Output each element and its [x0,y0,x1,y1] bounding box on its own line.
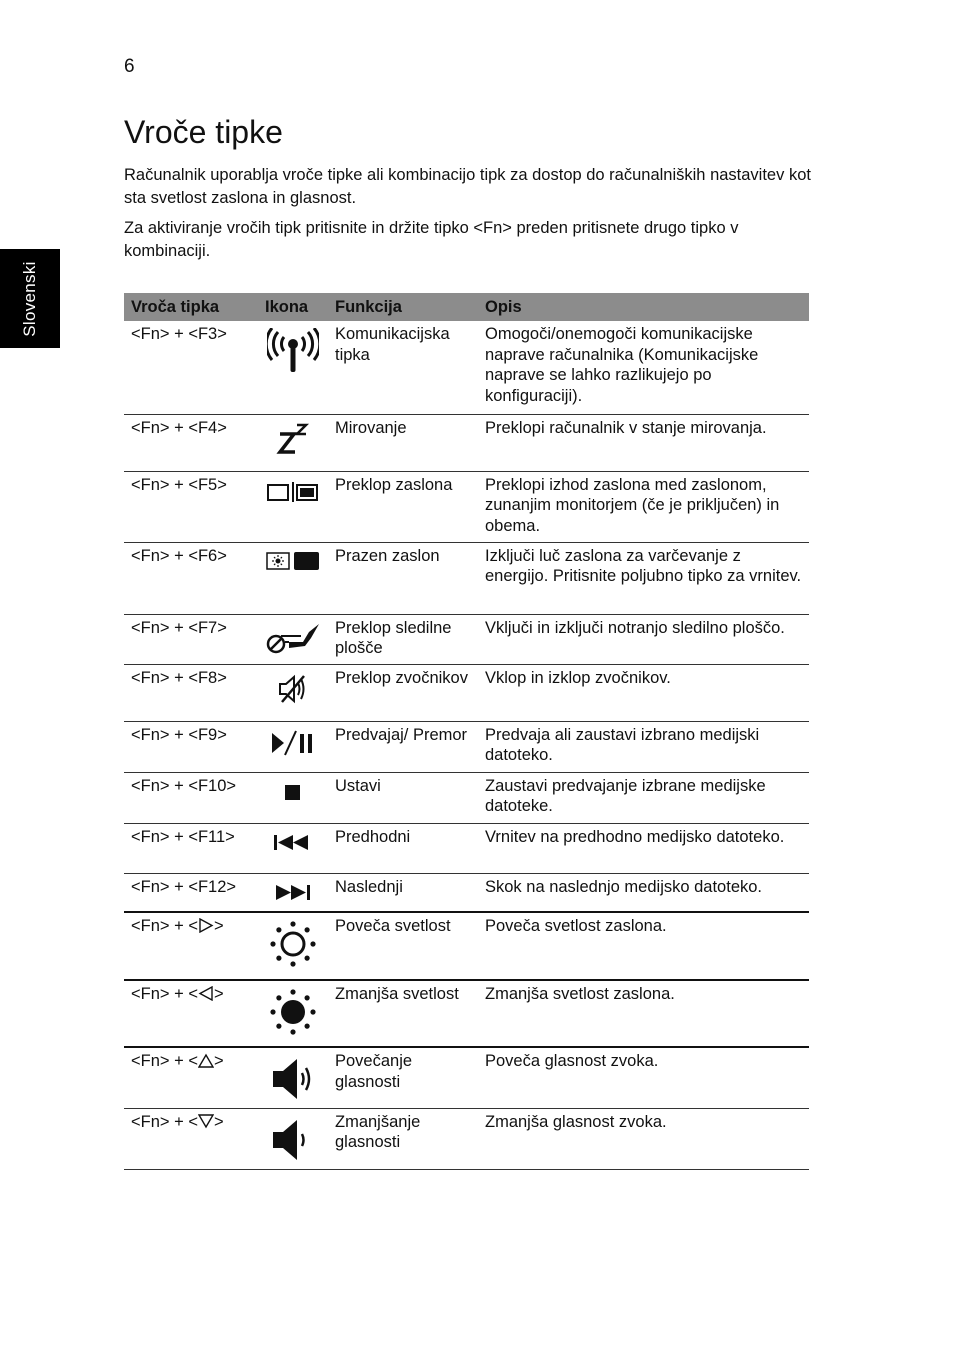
hotkey-cell: <Fn> + <F6> [124,542,258,614]
function-cell: Mirovanje [328,414,478,471]
volume-down-icon [269,1116,317,1164]
hotkey-suffix: > [213,1052,224,1070]
function-cell: Poveča svetlost [328,912,478,980]
hotkey-suffix: > [213,1112,224,1131]
header-description: Opis [478,293,809,321]
function-cell: Preklop zvočnikov [328,664,478,721]
hotkey-cell: <Fn> + <F5> [124,471,258,542]
hotkey-prefix: <Fn> + < [131,917,198,935]
function-cell: Preklop sledilne plošče [328,614,478,664]
table-header-row [124,293,809,321]
table-row [124,980,809,1047]
table-row [124,1108,809,1169]
description-cell: Omogoči/onemogoči komunikacijske naprave računalnika (Komunikacijske naprave se lahko razlikujejo po konfiguraciji). [478,321,809,414]
hotkey-suffix: > [213,917,224,935]
table-row [124,912,809,980]
hotkey-prefix: <Fn> + < [131,985,198,1003]
table-row [124,664,809,721]
touchpad-toggle-icon [265,622,321,656]
hotkey-prefix: <Fn> + < [131,1112,198,1131]
function-cell: Povečanje glasnosti [328,1047,478,1108]
hotkey-cell [124,1108,258,1169]
hotkey-cell: <Fn> + <F4> [124,414,258,471]
icon-cell [258,873,328,912]
icon-cell [258,542,328,614]
hotkey-cell: <Fn> + <F3> [124,321,258,414]
down-arrow-key-icon [198,1114,214,1129]
header-function: Funkcija [328,293,478,321]
stop-icon [283,780,303,802]
hotkey-cell: <Fn> + <F7> [124,614,258,664]
table-row [124,1047,809,1108]
right-arrow-key-icon [198,918,214,933]
page-number: 6 [124,56,135,77]
description-cell: Vklop in izklop zvočnikov. [478,664,809,721]
hotkey-cell [124,980,258,1047]
description-cell: Poveča glasnost zvoka. [478,1047,809,1108]
hotkey-cell [124,912,258,980]
table-row [124,873,809,912]
next-track-icon [272,881,314,903]
function-cell: Zmanjša svetlost [328,980,478,1047]
description-cell: Vključi in izključi notranjo sledilno ploščo. [478,614,809,664]
description-cell: Zmanjša svetlost zaslona. [478,980,809,1047]
description-cell: Izključi luč zaslona za varčevanje z energijo. Pritisnite poljubno tipko za vrnitev. [478,542,809,614]
previous-track-icon [272,831,314,853]
table-row [124,321,809,414]
icon-cell [258,321,328,414]
table-row [124,614,809,664]
function-cell: Prazen zaslon [328,542,478,614]
wireless-communication-icon [267,328,319,374]
table-row [124,414,809,471]
header-hotkey: Vroča tipka [124,293,258,321]
left-arrow-key-icon [198,986,214,1001]
function-cell: Naslednji [328,873,478,912]
hotkey-cell [124,1047,258,1108]
hotkey-cell: <Fn> + <F8> [124,664,258,721]
icon-cell [258,1047,328,1108]
intro-paragraph: Računalnik uporablja vroče tipke ali kombinacijo tipk za dostop do računalniških nastavitev kot sta svetlost zaslona in glasnost. [124,166,811,207]
description-cell: Poveča svetlost zaslona. [478,912,809,980]
icon-cell [258,912,328,980]
display-toggle-icon [266,479,320,505]
hotkey-cell: <Fn> + <F11> [124,823,258,873]
play-pause-icon [269,729,317,757]
function-cell: Komunikacijska tipka [328,321,478,414]
up-arrow-key-icon [198,1053,214,1068]
description-cell: Vrnitev na predhodno medijsko datoteko. [478,823,809,873]
table-row [124,823,809,873]
description-cell: Preklopi računalnik v stanje mirovanja. [478,414,809,471]
header-icon: Ikona [258,293,328,321]
icon-cell [258,721,328,772]
description-cell: Preklopi izhod zaslona med zaslonom, zunanjim monitorjem (če je priključen) in obema. [478,471,809,542]
description-cell: Predvaja ali zaustavi izbrano medijski datoteko. [478,721,809,772]
intro-paragraph: Za aktiviranje vročih tipk pritisnite in držite tipko <Fn> preden pritisnete drugo tipko v kombinaciji. [124,219,739,260]
page-title: Vroče tipke [124,114,283,150]
brightness-up-icon [269,920,317,968]
icon-cell [258,414,328,471]
description-cell: Zaustavi predvajanje izbrane medijske datoteke. [478,772,809,823]
language-side-tab [0,249,60,348]
icon-cell [258,980,328,1047]
function-cell: Predhodni [328,823,478,873]
table-row [124,772,809,823]
hotkeys-table [124,293,809,1170]
icon-cell [258,772,328,823]
function-cell: Predvajaj/ Premor [328,721,478,772]
language-label: Slovenski [20,261,39,337]
icon-cell [258,614,328,664]
screen-blank-icon [265,550,321,574]
icon-cell [258,823,328,873]
hotkey-cell: <Fn> + <F10> [124,772,258,823]
hotkey-cell: <Fn> + <F12> [124,873,258,912]
table-row [124,542,809,614]
description-cell: Skok na naslednjo medijsko datoteko. [478,873,809,912]
icon-cell [258,664,328,721]
function-cell: Ustavi [328,772,478,823]
table-row [124,471,809,542]
speaker-toggle-icon [276,672,310,706]
icon-cell [258,471,328,542]
function-cell: Zmanjšanje glasnosti [328,1108,478,1169]
hotkey-prefix: <Fn> + < [131,1052,198,1070]
sleep-icon [276,422,310,456]
hotkey-cell: <Fn> + <F9> [124,721,258,772]
brightness-down-icon [269,988,317,1036]
table-row [124,721,809,772]
description-cell: Zmanjša glasnost zvoka. [478,1108,809,1169]
icon-cell [258,1108,328,1169]
volume-up-icon [269,1055,317,1103]
hotkey-suffix: > [213,985,224,1003]
function-cell: Preklop zaslona [328,471,478,542]
